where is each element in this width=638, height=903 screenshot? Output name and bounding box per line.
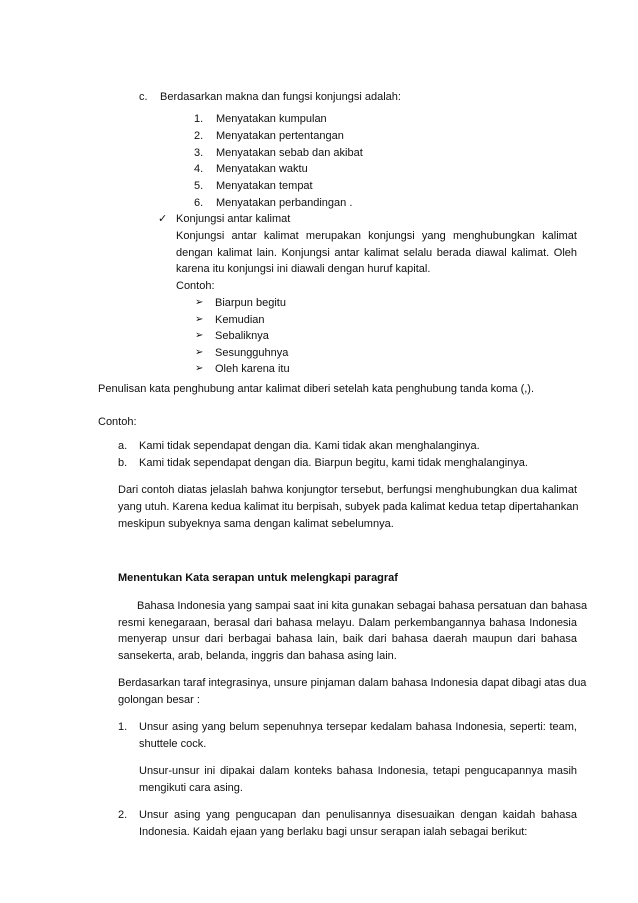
list-item: Menyatakan sebab dan akibat xyxy=(216,147,363,159)
antar-kalimat-title: Konjungsi antar kalimat xyxy=(176,213,291,225)
arrow-bullet-icon: ➢ xyxy=(195,314,204,325)
contoh-label: Contoh: xyxy=(98,416,137,428)
list-number: 4. xyxy=(194,163,204,175)
penulisan-text: Penulisan kata penghubung antar kalimat diberi setelah kata penghubung tanda koma (,). xyxy=(98,383,535,395)
list-marker: b. xyxy=(118,457,128,469)
list-number: 5. xyxy=(194,180,204,192)
paragraph-line: meskipun subyeknya sama dengan kalimat sebelumnya. xyxy=(118,518,394,530)
section-c-heading: Berdasarkan makna dan fungsi konjungsi adalah: xyxy=(160,91,401,103)
checkmark-icon: ✓ xyxy=(158,213,168,225)
list-item: Menyatakan perbandingan . xyxy=(216,197,353,209)
paragraph-line: Dari contoh diatas jelaslah bahwa konjungtor tersebut, berfungsi menghubungkan dua kalimat xyxy=(118,484,577,496)
arrow-bullet-icon: ➢ xyxy=(195,330,204,341)
list-item: Kami tidak sependapat dengan dia. Kami tidak akan menghalanginya. xyxy=(139,440,480,452)
list-marker-c: c. xyxy=(139,91,148,103)
arrow-bullet-icon: ➢ xyxy=(195,347,204,358)
paragraph-line: menyerap unsur dari berbagai bahasa lain, baik dari bahasa daerah maupun dari bahasa xyxy=(118,633,577,645)
list-item: Menyatakan tempat xyxy=(216,180,313,192)
paragraph-line: Unsur asing yang belum sepenuhnya tersepar kedalam bahasa Indonesia, seperti: team, xyxy=(139,721,577,733)
list-item: Kami tidak sependapat dengan dia. Biarpun begitu, kami tidak menghalanginya. xyxy=(139,457,528,469)
list-number: 1. xyxy=(118,721,128,733)
list-item: Sesungguhnya xyxy=(215,347,289,359)
paragraph-line: karena itu konjungsi ini diawali dengan huruf kapital. xyxy=(176,263,431,275)
arrow-bullet-icon: ➢ xyxy=(195,297,204,308)
list-number: 6. xyxy=(194,197,204,209)
list-number: 1. xyxy=(194,113,204,125)
list-item: Kemudian xyxy=(215,314,265,326)
paragraph-line: yang utuh. Karena kedua kalimat itu berpisah, subyek pada kalimat kedua tetap dipertahankan xyxy=(118,501,579,513)
list-number: 2. xyxy=(194,130,204,142)
paragraph-line: Berdasarkan taraf integrasinya, unsure pinjaman dalam bahasa Indonesia dapat dibagi atas dua xyxy=(118,677,587,689)
paragraph-line: Bahasa Indonesia yang sampai saat ini kita gunakan sebagai bahasa persatuan dan bahasa xyxy=(137,600,588,612)
paragraph-line: shuttele cock. xyxy=(139,738,207,750)
paragraph-line: golongan besar : xyxy=(118,694,200,706)
list-item: Oleh karena itu xyxy=(215,363,290,375)
paragraph-line: Konjungsi antar kalimat merupakan konjungsi yang menghubungkan kalimat xyxy=(176,230,577,242)
paragraph-line: mengikuti cara asing. xyxy=(139,782,243,794)
arrow-bullet-icon: ➢ xyxy=(195,363,204,374)
contoh-label: Contoh: xyxy=(176,280,215,292)
paragraph-line: Unsur asing yang pengucapan dan penulisannya disesuaikan dengan kaidah bahasa xyxy=(139,809,577,821)
list-item: Menyatakan waktu xyxy=(216,163,308,175)
paragraph-line: resmi kenegaraan, berasal dari bahasa melayu. Dalam perkembangannya bahasa Indonesia xyxy=(118,617,577,629)
paragraph-line: Unsur-unsur ini dipakai dalam konteks bahasa Indonesia, tetapi pengucapannya masih xyxy=(139,765,577,777)
section-heading: Menentukan Kata serapan untuk melengkapi paragraf xyxy=(118,572,398,584)
list-item: Menyatakan kumpulan xyxy=(216,113,327,125)
paragraph-line: dengan kalimat lain. Konjungsi antar kalimat selalu berada diawal kalimat. Oleh xyxy=(176,247,577,259)
list-marker: a. xyxy=(118,440,128,452)
list-item: Biarpun begitu xyxy=(215,297,286,309)
list-item: Menyatakan pertentangan xyxy=(216,130,344,142)
list-number: 3. xyxy=(194,147,204,159)
list-number: 2. xyxy=(118,809,128,821)
paragraph-line: sansekerta, arab, belanda, inggris dan bahasa asing lain. xyxy=(118,650,397,662)
paragraph-line: Indonesia. Kaidah ejaan yang berlaku bagi unsur serapan ialah sebagai berikut: xyxy=(139,826,528,838)
list-item: Sebaliknya xyxy=(215,330,269,342)
